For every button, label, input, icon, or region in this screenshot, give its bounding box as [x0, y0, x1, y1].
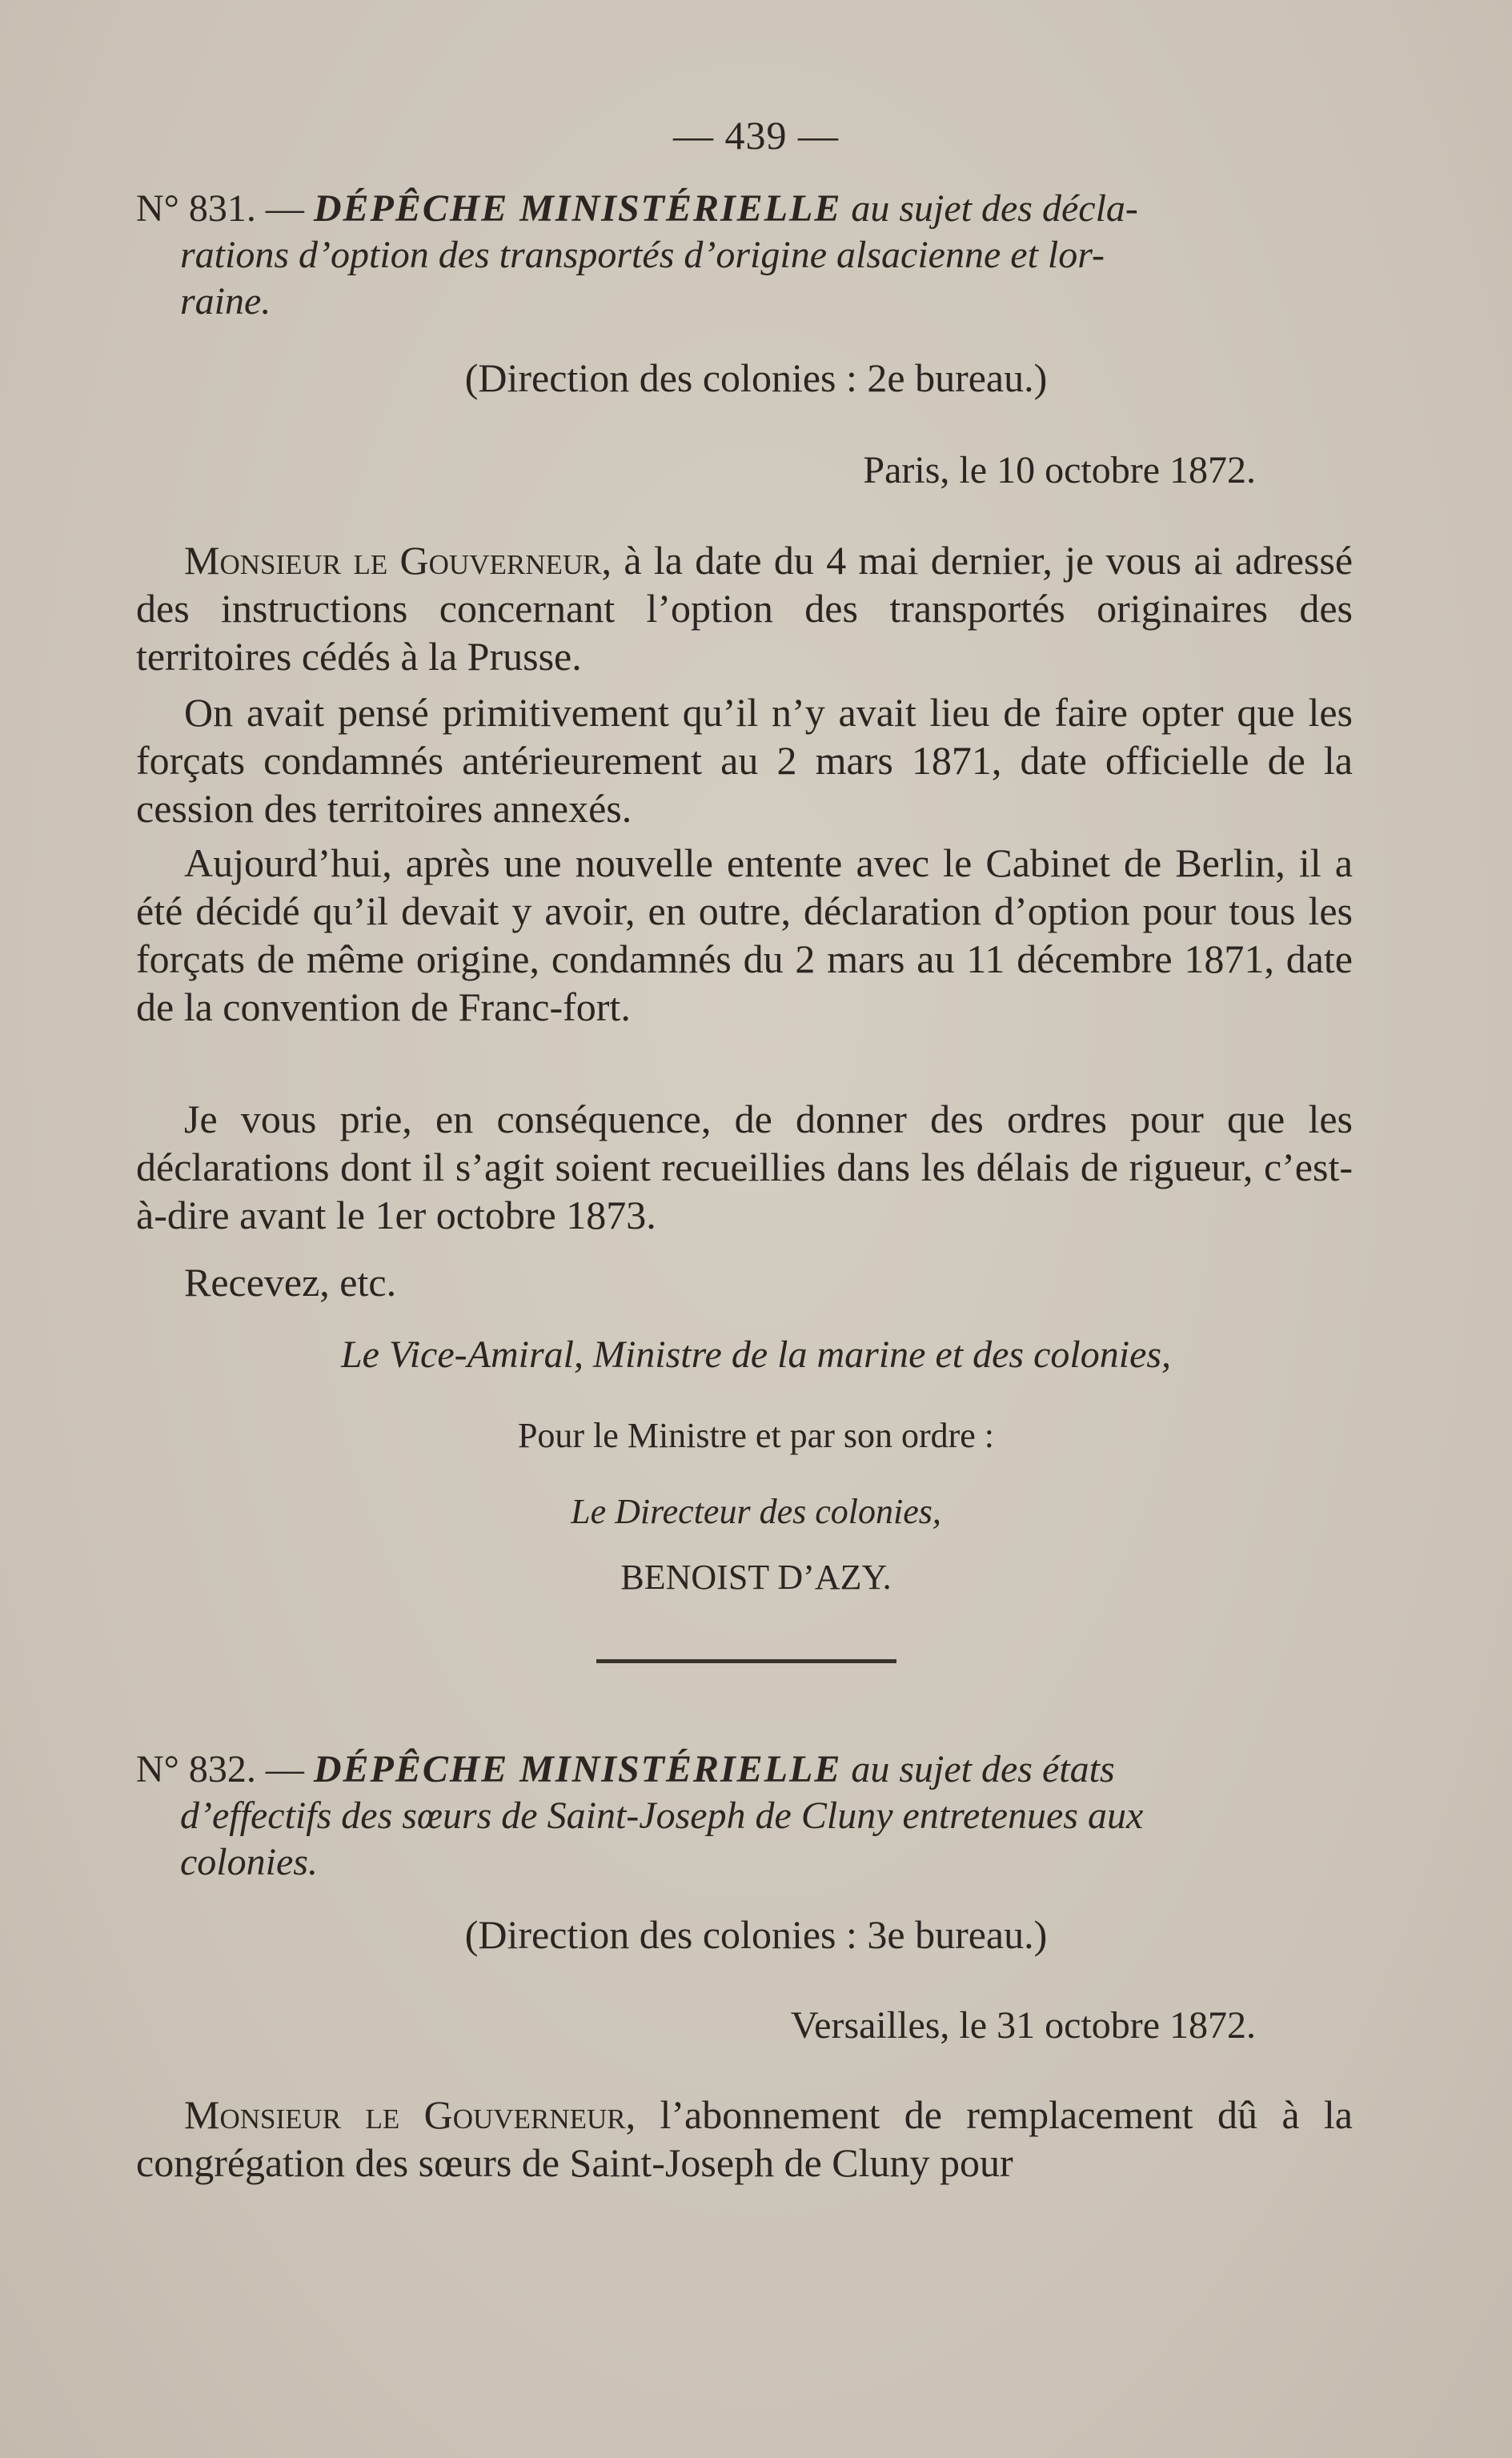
- entry-831-for-minister: Pour le Ministre et par son ordre :: [517, 1416, 995, 1455]
- entry-832-heading: [136, 1746, 1361, 1886]
- entry-832-salutation: Monsieur le Gouverneur: [184, 2092, 626, 2137]
- entry-831-number: N° 831. —: [136, 187, 304, 230]
- entry-831-paragraph-1-text: , à la date du 4 mai dernier, je vous ai adressé des instructions concernant l’option des transportés originaires des territoires cédés à la Prusse.: [136, 538, 1354, 679]
- entry-831-director-title: Le Directeur des colonies,: [571, 1492, 941, 1531]
- entry-832-title-line3: colonies.: [180, 1841, 318, 1883]
- entry-831-title-caps: DÉPÊCHE MINISTÉRIELLE: [313, 187, 842, 230]
- entry-832-number: N° 832. —: [136, 1748, 304, 1790]
- entry-831-title-line2: rations d’option des transportés d’origine alsacienne et lor-: [180, 234, 1105, 276]
- entry-831-salutation: Monsieur le Gouverneur: [184, 538, 602, 583]
- entry-831-director-name: BENOIST D’AZY.: [620, 1558, 892, 1597]
- entry-831-paragraph-3: Aujourd’hui, après une nouvelle entente avec le Cabinet de Berlin, il a été décidé qu’il devait y avoir, en outre, déclaration d’option pour tous les forçats de même origine, condamnés du 2 mars au 11 décembre 1871, date de la convention de Franc-fort.: [136, 840, 1353, 1029]
- entry-831-dateline: Paris, le 10 octobre 1872.: [863, 449, 1256, 491]
- entry-832-paragraph-1-text: , l’abonnement de remplacement dû à la congrégation des sœurs de Saint-Joseph de Cluny pour: [136, 2092, 1353, 2185]
- section-divider: [596, 1659, 896, 1663]
- entry-831-closing: Recevez, etc.: [184, 1260, 397, 1305]
- entry-831-paragraph-4: Je vous prie, en conséquence, de donner des ordres pour que les déclarations dont il s’agit soient recueillies dans les délais de rigueur, c’est-à-dire avant le 1er octobre 1873.: [136, 1097, 1353, 1237]
- entry-831-heading: [136, 186, 1361, 325]
- entry-831-paragraph-2: On avait pensé primitivement qu’il n’y avait lieu de faire opter que les forçats condamnés antérieurement au 2 mars 1871, date officielle de la cession des territoires annexés.: [136, 690, 1353, 831]
- entry-831-direction: (Direction des colonies : 2e bureau.): [464, 355, 1048, 400]
- entry-831-title-line3: raine.: [180, 280, 271, 323]
- entry-831-paragraph-1: [136, 536, 1353, 680]
- entry-831-signer: Le Vice-Amiral, Ministre de la marine et des colonies,: [340, 1333, 1172, 1376]
- entry-832-direction: (Direction des colonies : 3e bureau.): [464, 1912, 1048, 1957]
- entry-832-title-rest: au sujet des états: [851, 1748, 1115, 1790]
- page-number: — 439 —: [673, 113, 839, 158]
- entry-831-title-rest: au sujet des décla-: [851, 187, 1138, 230]
- entry-832-dateline: Versailles, le 31 octobre 1872.: [790, 2004, 1256, 2047]
- entry-832-title-line2: d’effectifs des sœurs de Saint-Joseph de Cluny entretenues aux: [180, 1794, 1144, 1837]
- entry-832-title-caps: DÉPÊCHE MINISTÉRIELLE: [313, 1748, 842, 1790]
- entry-832-paragraph-1: [136, 2091, 1353, 2187]
